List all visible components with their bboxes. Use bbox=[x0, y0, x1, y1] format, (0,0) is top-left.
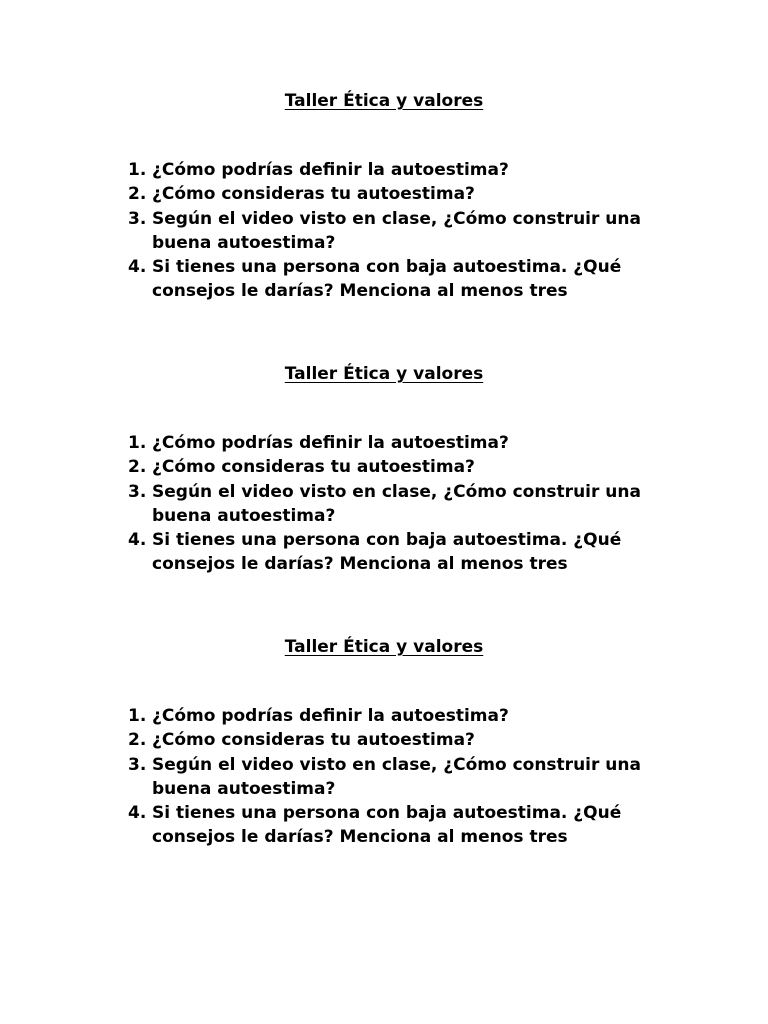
question-number: 1. bbox=[128, 160, 147, 180]
worksheet-section bbox=[0, 88, 768, 302]
question-number: 2. bbox=[128, 457, 147, 478]
question-list bbox=[0, 158, 768, 304]
question-list bbox=[0, 704, 768, 850]
question-item bbox=[0, 728, 672, 752]
question-text: Si tienes una persona con baja autoestima. ¿Qué consejos le darías? Menciona al menos tres bbox=[152, 530, 622, 575]
question-text: ¿Cómo consideras tu autoestima? bbox=[152, 184, 475, 205]
worksheet-section bbox=[0, 361, 768, 575]
question-text: Si tienes una persona con baja autoestima. ¿Qué consejos le darías? Menciona al menos tres bbox=[152, 257, 622, 302]
question-item bbox=[0, 801, 672, 850]
worksheet-section bbox=[0, 634, 768, 848]
question-item bbox=[0, 158, 672, 182]
question-text: ¿Cómo podrías definir la autoestima? bbox=[152, 706, 509, 726]
question-number: 4. bbox=[128, 530, 147, 551]
section-title: Taller Ética y valores bbox=[284, 364, 484, 384]
question-text: Si tienes una persona con baja autoestima. ¿Qué consejos le darías? Menciona al menos tres bbox=[152, 803, 622, 848]
question-list bbox=[0, 431, 768, 577]
question-text: Según el video visto en clase, ¿Cómo construir una buena autoestima? bbox=[152, 481, 641, 526]
question-number: 4. bbox=[128, 803, 147, 824]
question-item bbox=[0, 528, 672, 577]
question-number: 2. bbox=[128, 730, 147, 751]
question-item bbox=[0, 480, 672, 529]
section-title: Taller Ética y valores bbox=[284, 637, 484, 657]
question-text: ¿Cómo consideras tu autoestima? bbox=[152, 730, 475, 751]
question-number: 1. bbox=[128, 706, 147, 726]
question-text: Según el video visto en clase, ¿Cómo construir una buena autoestima? bbox=[152, 208, 641, 253]
question-item bbox=[0, 704, 672, 728]
question-item bbox=[0, 255, 672, 304]
question-number: 2. bbox=[128, 184, 147, 205]
question-item bbox=[0, 753, 672, 802]
question-text: ¿Cómo consideras tu autoestima? bbox=[152, 457, 475, 478]
question-text: ¿Cómo podrías definir la autoestima? bbox=[152, 160, 509, 180]
question-item bbox=[0, 207, 672, 256]
question-text: ¿Cómo podrías definir la autoestima? bbox=[152, 433, 509, 453]
question-number: 3. bbox=[128, 208, 147, 229]
question-number: 3. bbox=[128, 754, 147, 775]
question-item bbox=[0, 455, 672, 479]
question-item bbox=[0, 182, 672, 206]
question-item bbox=[0, 431, 672, 455]
question-text: Según el video visto en clase, ¿Cómo construir una buena autoestima? bbox=[152, 754, 641, 799]
question-number: 4. bbox=[128, 257, 147, 278]
question-number: 3. bbox=[128, 481, 147, 502]
section-title: Taller Ética y valores bbox=[284, 91, 484, 111]
question-number: 1. bbox=[128, 433, 147, 453]
